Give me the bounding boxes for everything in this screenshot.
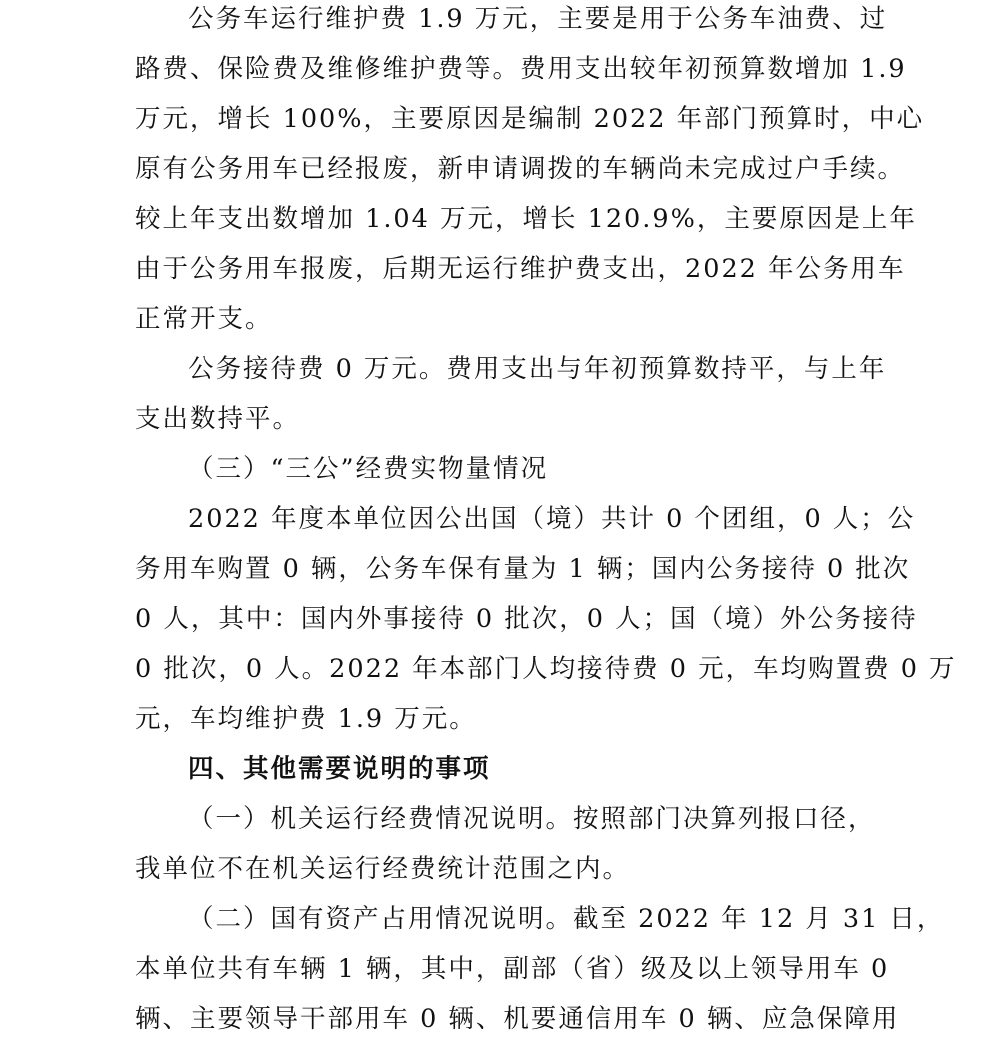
paragraph-line-8: 公务接待费 0 万元。费用支出与年初预算数持平，与上年 bbox=[188, 354, 887, 384]
paragraph-line-17: （一）机关运行经费情况说明。按照部门决算列报口径， bbox=[188, 804, 876, 834]
section-heading-3: （三）“三公”经费实物量情况 bbox=[188, 454, 549, 484]
paragraph-line-3: 万元，增长 100%，主要原因是编制 2022 年部门预算时，中心 bbox=[135, 104, 925, 134]
paragraph-line-1: 公务车运行维护费 1.9 万元，主要是用于公务车油费、过 bbox=[188, 4, 888, 34]
paragraph-line-11: 2022 年度本单位因公出国（境）共计 0 个团组，0 人；公 bbox=[188, 504, 916, 534]
paragraph-line-6: 由于公务用车报废，后期无运行维护费支出，2022 年公务用车 bbox=[135, 254, 906, 284]
paragraph-line-21: 辆、主要领导干部用车 0 辆、机要通信用车 0 辆、应急保障用 bbox=[135, 1004, 900, 1034]
paragraph-line-4: 原有公务用车已经报废，新申请调拨的车辆尚未完成过户手续。 bbox=[135, 154, 906, 184]
paragraph-line-14: 0 批次，0 人。2022 年本部门人均接待费 0 元，车均购置费 0 万 bbox=[135, 654, 957, 684]
section-heading-4: 四、其他需要说明的事项 bbox=[188, 754, 491, 784]
paragraph-line-9: 支出数持平。 bbox=[135, 404, 301, 434]
paragraph-line-7: 正常开支。 bbox=[135, 304, 273, 334]
paragraph-line-19: （二）国有资产占用情况说明。截至 2022 年 12 月 31 日， bbox=[188, 904, 945, 934]
paragraph-line-18: 我单位不在机关运行经费统计范围之内。 bbox=[135, 854, 631, 884]
paragraph-line-12: 务用车购置 0 辆，公务车保有量为 1 辆；国内公务接待 0 批次 bbox=[135, 554, 911, 584]
paragraph-line-2: 路费、保险费及维修维护费等。费用支出较年初预算数增加 1.9 bbox=[135, 54, 907, 84]
paragraph-line-13: 0 人，其中：国内外事接待 0 批次，0 人；国（境）外公务接待 bbox=[135, 604, 918, 634]
paragraph-line-20: 本单位共有车辆 1 辆，其中，副部（省）级及以上领导用车 0 bbox=[135, 954, 890, 984]
paragraph-line-5: 较上年支出数增加 1.04 万元，增长 120.9%，主要原因是上年 bbox=[135, 204, 917, 234]
paragraph-line-15: 元，车均维护费 1.9 万元。 bbox=[135, 704, 477, 734]
